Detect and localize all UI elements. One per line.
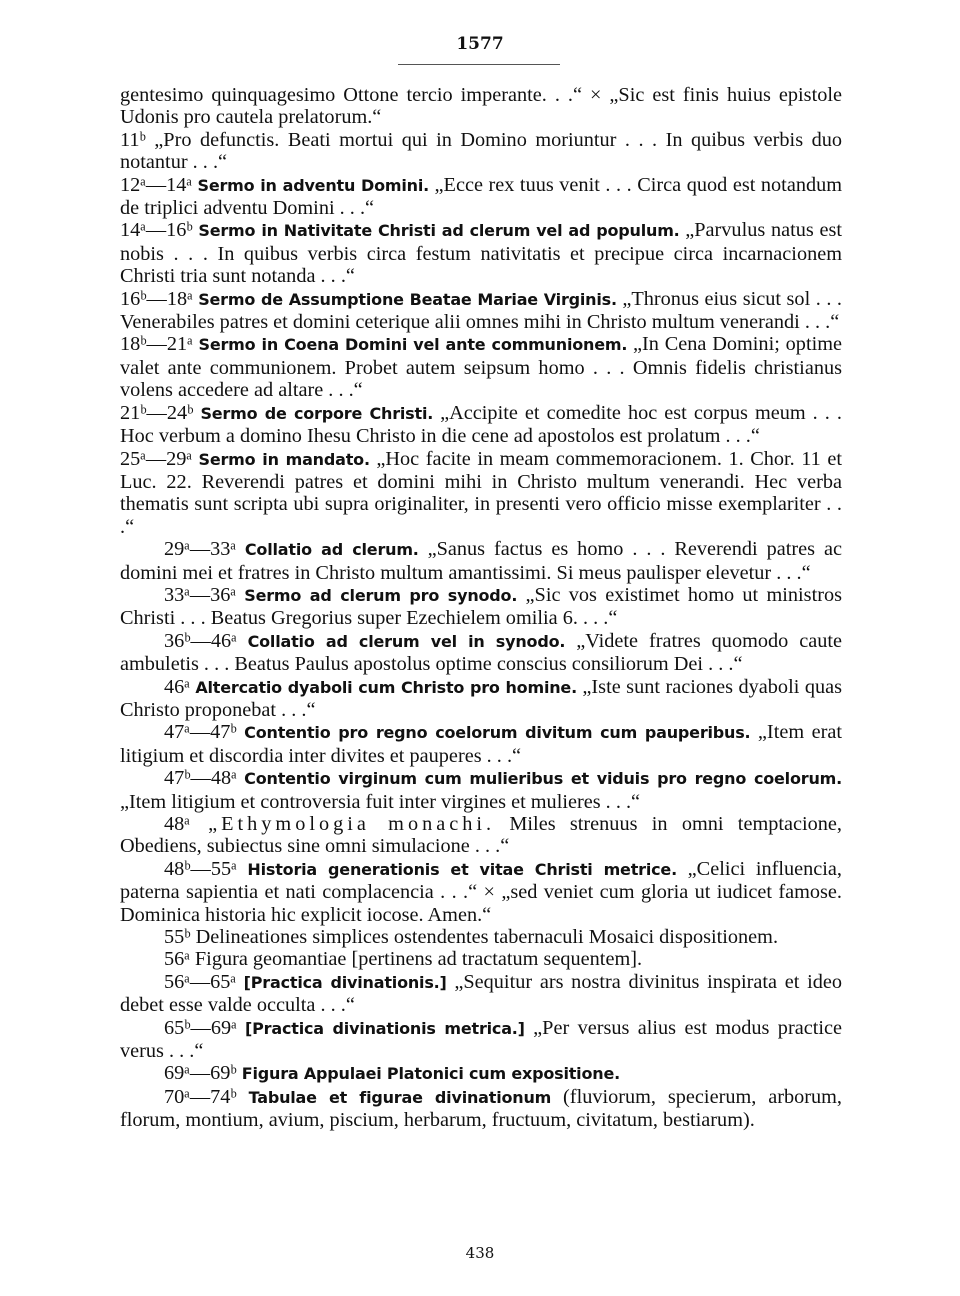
folio-reference: 29ᵃ—33ᵃ [164, 538, 236, 561]
page-number-footer: 438 [465, 1244, 495, 1262]
catalog-entry [120, 1017, 842, 1063]
folio-reference: 70ᵃ—74ᵇ [164, 1085, 237, 1108]
folio-reference: 46ᵃ [164, 675, 190, 698]
entry-title: Collatio ad clerum. [244, 540, 419, 560]
entry-title: Contentio pro regno coelorum divitum cum pauperibus. [244, 723, 751, 743]
catalog-entry [120, 84, 842, 129]
folio-reference: 16ᵇ—18ᵃ [120, 287, 193, 310]
catalog-entry [120, 1086, 842, 1132]
catalog-entry [120, 948, 842, 970]
folio-reference: 18ᵇ—21ᵃ [120, 333, 193, 356]
catalog-entry [120, 288, 842, 334]
entry-text: „Videte fratres quomodo caute ambuletis . . . Beatus Paulus apostolus optime conscius consiliorum Dei . . .“ [120, 629, 842, 676]
folio-reference: 48ᵃ [164, 813, 190, 835]
entry-title: Historia generationis et vitae Christi metrice. [247, 859, 677, 879]
catalog-text [120, 84, 842, 1132]
entry-text: „Sic vos existimet homo ut ministros Christi . . . Beatus Gregorius super Ezechielem omilia 6. . . .“ [120, 583, 842, 630]
catalog-entry [120, 448, 842, 539]
entry-text: „Sanus factus es homo . . . Reverendi patres ac domini mei et fratres in Christo multum amantissimi. Si meus paulisper elevetur . . .“ [120, 538, 842, 584]
folio-reference: 25ᵃ—29ᵃ [120, 447, 192, 470]
folio-reference: 69ᵃ—69ᵇ [164, 1062, 237, 1085]
catalog-entry [120, 1062, 842, 1085]
entry-title: Sermo de corpore Christi. [200, 403, 434, 423]
folio-reference: 21ᵇ—24ᵇ [120, 401, 194, 424]
entry-title: Sermo ad clerum pro synodo. [244, 585, 518, 605]
entry-text: gentesimo quinquagesimo Ottone tercio imperante. . .“ × „Sic est finis huius epistole Udonis pro cautela prelatorum.“ [120, 84, 842, 129]
folio-reference: 65ᵇ—69ᵃ [164, 1016, 237, 1039]
entry-text: „In Cena Domini; optime valet ante communionem. Probet autem seipsum homo . . . Omnis fidelis christianus volens accedere ad altare . . .“ [120, 333, 842, 402]
catalog-entry [120, 129, 842, 174]
entry-text: (fluviorum, specierum, arborum, florum, montium, avium, piscium, herbarum, fructuum, civitatum, bestiarum). [120, 1085, 842, 1132]
catalog-entry [120, 333, 842, 401]
entry-text: „Iste sunt raciones dyaboli quas Christo proponebat . . .“ [120, 675, 842, 721]
entry-text: „Ecce rex tuus venit . . . Circa quod est notandum de triplici adventu Domini . . .“ [120, 173, 843, 220]
folio-reference: 14ᵃ—16ᵇ [120, 219, 193, 242]
entry-title: [Practica divinationis.] [243, 972, 447, 992]
catalog-entry [120, 971, 842, 1017]
entry-title: Collatio ad clerum vel in synodo. [247, 631, 566, 651]
entry-title: Figura Appulaei Platonici cum expositione. [241, 1064, 620, 1084]
entry-text: Delineationes simplices ostendentes tabernaculi Mosaici dispositionem. [190, 926, 779, 949]
catalog-entry [120, 538, 842, 584]
catalog-entry [120, 402, 842, 448]
entry-text: „Sequitur ars nostra divinitus inspirata et ideo debet esse valde occulta . . .“ [120, 970, 842, 1017]
entry-title: Contentio virginum cum mulieribus et viduis pro regno coelorum. [244, 769, 842, 789]
catalog-entry [120, 813, 842, 858]
folio-reference: 47ᵃ—47ᵇ [164, 721, 237, 744]
entry-title: Tabulae et figurae divinationum [248, 1087, 552, 1107]
catalog-entry [120, 721, 842, 767]
folio-reference: 55ᵇ [164, 926, 191, 949]
catalog-entry [120, 584, 842, 630]
header-rule [398, 64, 560, 65]
entry-title: Altercatio dyaboli cum Christo pro homine. [195, 677, 577, 697]
entry-title: Sermo in Coena Domini vel ante communionem. [198, 335, 628, 355]
entry-text: „Pro defunctis. Beati mortui qui in Domino moriuntur . . . In quibus verbis duo notantur . . .“ [120, 128, 842, 174]
entry-text: „Hoc facite in meam commemoracionem. 1. Chor. 11 et Luc. 22. Reverendi patres et domini mihi in Christo multum venerandi. Hec verba thematis sunt scripta ubi supra originaliter, in presenti vero officio misse exemplariter . . .“ [120, 447, 842, 538]
entry-text: „Parvulus natus est nobis . . . In quibus verbis circa festum nativitatis et precipue circa incarnacionem Christi tria sunt notanda . . .“ [120, 219, 842, 288]
entry-text: „Celici influencia, paterna sapientia et nati complacencia . . .“ × „sed veniet cum gloria ut iudicet famose. Dominica historia hic explicit iocose. Amen.“ [120, 857, 842, 926]
entry-spaced-title: „Ethymologia monachi. [189, 813, 496, 835]
entry-text: „Accipite et comedite hoc est corpus meum . . . Hoc verbum a domino Ihesu Christo in die cene ad apostolos est prolatum . . .“ [120, 401, 842, 448]
page-number-header: 1577 [456, 34, 504, 54]
folio-reference: 11ᵇ [120, 128, 146, 151]
folio-reference: 47ᵇ—48ᵃ [164, 767, 237, 790]
folio-reference: 56ᵃ [164, 948, 190, 971]
entry-title: Sermo in adventu Domini. [197, 175, 429, 195]
folio-reference: 36ᵇ—46ᵃ [164, 629, 237, 652]
catalog-entry [120, 676, 842, 722]
entry-title: [Practica divinationis metrica.] [245, 1018, 525, 1038]
catalog-entry [120, 219, 842, 287]
catalog-entry [120, 630, 842, 676]
entry-text: „Item erat litigium et discordia inter divites et pauperes . . .“ [120, 721, 842, 767]
folio-reference: 48ᵇ—55ᵃ [164, 857, 237, 880]
catalog-entry [120, 858, 842, 926]
folio-reference: 33ᵃ—36ᵃ [164, 583, 236, 606]
catalog-entry [120, 926, 842, 948]
catalog-entry [120, 174, 842, 220]
folio-reference: 56ᵃ—65ᵃ [164, 970, 236, 993]
catalog-entry [120, 767, 842, 813]
entry-text: „Item litigium et controversia fuit inter virgines et mulieres . . .“ [120, 790, 641, 813]
entry-text: „Thronus eius sicut sol . . . Venerabiles patres et domini ceterique alii omnes mihi in Christo multum venerandi . . .“ [120, 287, 842, 334]
entry-title: Sermo in mandato. [198, 449, 370, 469]
folio-reference: 12ᵃ—14ᵃ [120, 173, 192, 196]
entry-text: Miles strenuus in omni temptacione, Obediens, subiectus sine omni simulacione . . .“ [120, 813, 842, 858]
entry-text: Figura geomantiae [pertinens ad tractatum sequentem]. [189, 948, 643, 971]
entry-text: „Per versus alius est modus practice verus . . .“ [120, 1016, 842, 1063]
entry-title: Sermo in Nativitate Christi ad clerum vel ad populum. [198, 221, 680, 241]
entry-title: Sermo de Assumptione Beatae Mariae Virginis. [198, 289, 617, 309]
